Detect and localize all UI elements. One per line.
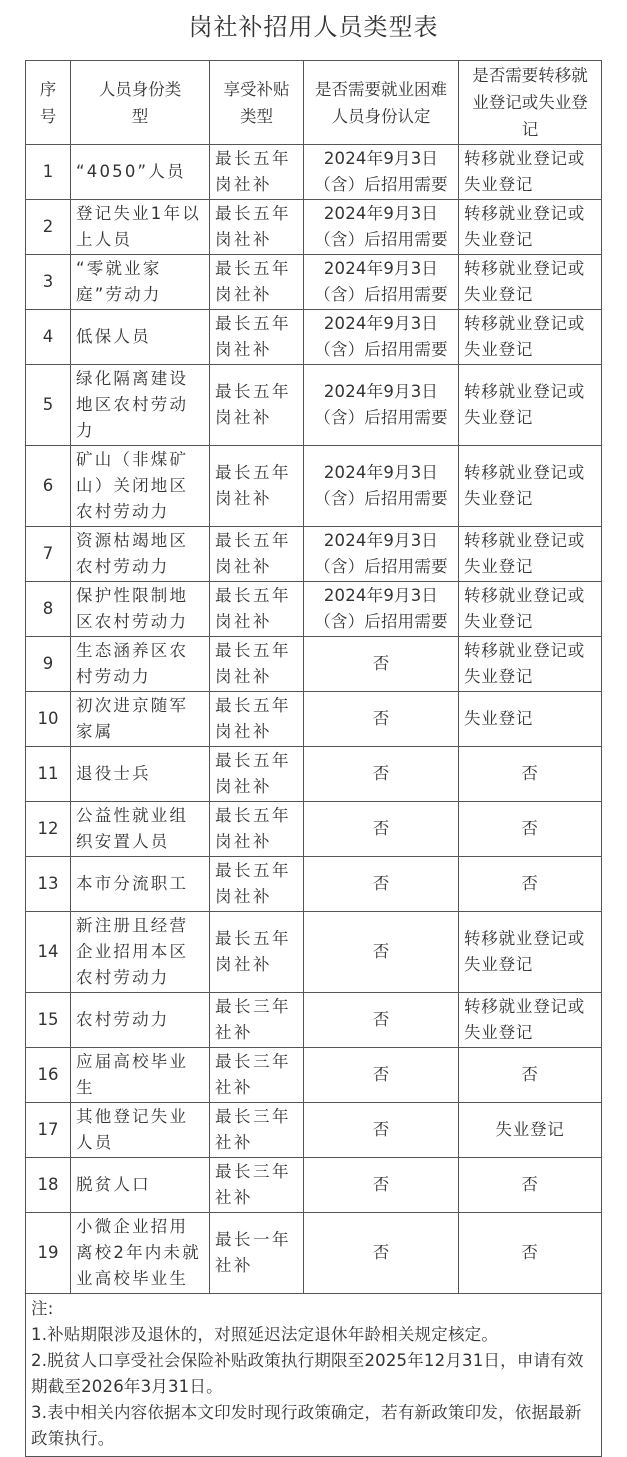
row-person-type: 其他登记失业人员: [71, 1103, 210, 1158]
header-hardship: 是否需要就业困难人员身份认定: [304, 61, 459, 145]
row-index: 19: [26, 1213, 71, 1294]
row-subsidy-type: 最长五年岗社补: [210, 637, 304, 692]
row-person-type: 应届高校毕业生: [71, 1048, 210, 1103]
row-subsidy-type: 最长五年岗社补: [210, 857, 304, 912]
row-subsidy-type: 最长五年岗社补: [210, 692, 304, 747]
row-index: 3: [26, 255, 71, 310]
table-row: [26, 446, 602, 527]
table-header-row: [26, 61, 602, 145]
row-person-type: 保护性限制地区农村劳动力: [71, 582, 210, 637]
table-row: [26, 1213, 602, 1294]
row-subsidy-type: 最长五年岗社补: [210, 446, 304, 527]
table-row: [26, 857, 602, 912]
row-person-type: “4050”人员: [71, 145, 210, 200]
row-index: 11: [26, 747, 71, 802]
note-line-1: 1.补贴期限涉及退休的，对照延迟法定退休年龄相关规定核定。: [31, 1325, 499, 1344]
row-hardship-certification: 否: [304, 993, 459, 1048]
row-registration-requirement: 否: [459, 747, 602, 802]
header-register: 是否需要转移就业登记或失业登记: [459, 61, 602, 145]
row-subsidy-type: 最长五年岗社补: [210, 200, 304, 255]
header-index: 序号: [26, 61, 71, 145]
row-person-type: 退役士兵: [71, 747, 210, 802]
row-hardship-certification: 2024年9月3日（含）后招用需要: [304, 145, 459, 200]
page-title: 岗社补招用人员类型表: [188, 13, 439, 41]
row-person-type: 脱贫人口: [71, 1158, 210, 1213]
row-person-type: 生态涵养区农村劳动力: [71, 637, 210, 692]
table-row: [26, 582, 602, 637]
table-row: [26, 310, 602, 365]
row-hardship-certification: 否: [304, 912, 459, 993]
row-hardship-certification: 否: [304, 857, 459, 912]
notes-row: [26, 1294, 602, 1457]
table-body: [26, 145, 602, 1294]
row-person-type: 登记失业1年以上人员: [71, 200, 210, 255]
row-registration-requirement: 失业登记: [459, 692, 602, 747]
row-person-type: 矿山（非煤矿山）关闭地区农村劳动力: [71, 446, 210, 527]
row-person-type: 农村劳动力: [71, 993, 210, 1048]
row-index: 5: [26, 365, 71, 446]
row-hardship-certification: 2024年9月3日（含）后招用需要: [304, 255, 459, 310]
row-registration-requirement: 否: [459, 1048, 602, 1103]
row-hardship-certification: 否: [304, 1213, 459, 1294]
table-row: [26, 1158, 602, 1213]
notes-heading: 注:: [31, 1299, 54, 1318]
row-registration-requirement: 转移就业登记或失业登记: [459, 446, 602, 527]
table-row: [26, 912, 602, 993]
row-registration-requirement: 转移就业登记或失业登记: [459, 912, 602, 993]
row-hardship-certification: 否: [304, 692, 459, 747]
row-subsidy-type: 最长五年岗社补: [210, 747, 304, 802]
table-row: [26, 1048, 602, 1103]
table-row: [26, 747, 602, 802]
row-index: 14: [26, 912, 71, 993]
note-line-3: 3.表中相关内容依据本文印发时现行政策确定，若有新政策印发，依据最新政策执行。: [31, 1403, 582, 1448]
personnel-type-table: [25, 60, 602, 1457]
row-registration-requirement: 转移就业登记或失业登记: [459, 255, 602, 310]
row-registration-requirement: 转移就业登记或失业登记: [459, 200, 602, 255]
row-index: 13: [26, 857, 71, 912]
row-registration-requirement: 否: [459, 1158, 602, 1213]
row-person-type: 新注册且经营企业招用本区农村劳动力: [71, 912, 210, 993]
row-subsidy-type: 最长五年岗社补: [210, 527, 304, 582]
row-registration-requirement: 否: [459, 857, 602, 912]
row-index: 15: [26, 993, 71, 1048]
row-registration-requirement: 转移就业登记或失业登记: [459, 993, 602, 1048]
row-index: 4: [26, 310, 71, 365]
row-person-type: 资源枯竭地区农村劳动力: [71, 527, 210, 582]
row-registration-requirement: 转移就业登记或失业登记: [459, 310, 602, 365]
row-hardship-certification: 否: [304, 1103, 459, 1158]
table-row: [26, 255, 602, 310]
row-person-type: 本市分流职工: [71, 857, 210, 912]
row-index: 12: [26, 802, 71, 857]
table-row: [26, 145, 602, 200]
row-subsidy-type: 最长三年社补: [210, 1048, 304, 1103]
row-hardship-certification: 否: [304, 1048, 459, 1103]
notes-cell: [26, 1294, 602, 1457]
row-person-type: 绿化隔离建设地区农村劳动力: [71, 365, 210, 446]
table-row: [26, 527, 602, 582]
row-person-type: 公益性就业组织安置人员: [71, 802, 210, 857]
row-subsidy-type: 最长三年社补: [210, 993, 304, 1048]
row-index: 8: [26, 582, 71, 637]
row-person-type: “零就业家庭”劳动力: [71, 255, 210, 310]
row-person-type: 小微企业招用离校2年内未就业高校毕业生: [71, 1213, 210, 1294]
row-index: 9: [26, 637, 71, 692]
row-index: 10: [26, 692, 71, 747]
row-registration-requirement: 转移就业登记或失业登记: [459, 365, 602, 446]
row-hardship-certification: 2024年9月3日（含）后招用需要: [304, 446, 459, 527]
row-hardship-certification: 2024年9月3日（含）后招用需要: [304, 200, 459, 255]
table-row: [26, 365, 602, 446]
row-registration-requirement: 转移就业登记或失业登记: [459, 582, 602, 637]
row-subsidy-type: 最长五年岗社补: [210, 912, 304, 993]
table-row: [26, 637, 602, 692]
row-hardship-certification: 2024年9月3日（含）后招用需要: [304, 310, 459, 365]
row-index: 7: [26, 527, 71, 582]
row-index: 16: [26, 1048, 71, 1103]
row-subsidy-type: 最长五年岗社补: [210, 365, 304, 446]
table-row: [26, 692, 602, 747]
row-person-type: 初次进京随军家属: [71, 692, 210, 747]
row-subsidy-type: 最长三年社补: [210, 1103, 304, 1158]
table-row: [26, 1103, 602, 1158]
row-registration-requirement: 转移就业登记或失业登记: [459, 145, 602, 200]
row-hardship-certification: 否: [304, 802, 459, 857]
header-type: 人员身份类型: [71, 61, 210, 145]
row-subsidy-type: 最长五年岗社补: [210, 310, 304, 365]
row-subsidy-type: 最长五年岗社补: [210, 802, 304, 857]
row-index: 17: [26, 1103, 71, 1158]
row-index: 18: [26, 1158, 71, 1213]
row-subsidy-type: 最长五年岗社补: [210, 582, 304, 637]
row-registration-requirement: 否: [459, 1213, 602, 1294]
row-subsidy-type: 最长一年社补: [210, 1213, 304, 1294]
row-hardship-certification: 否: [304, 1158, 459, 1213]
table-row: [26, 802, 602, 857]
row-subsidy-type: 最长三年社补: [210, 1158, 304, 1213]
row-registration-requirement: 否: [459, 802, 602, 857]
table-row: [26, 200, 602, 255]
row-subsidy-type: 最长五年岗社补: [210, 255, 304, 310]
header-subsidy: 享受补贴类型: [210, 61, 304, 145]
row-index: 6: [26, 446, 71, 527]
note-line-2: 2.脱贫人口享受社会保险补贴政策执行期限至2025年12月31日，申请有效期截至2026年3月31日。: [31, 1351, 584, 1396]
row-hardship-certification: 2024年9月3日（含）后招用需要: [304, 365, 459, 446]
row-registration-requirement: 转移就业登记或失业登记: [459, 527, 602, 582]
row-person-type: 低保人员: [71, 310, 210, 365]
row-hardship-certification: 2024年9月3日（含）后招用需要: [304, 582, 459, 637]
row-registration-requirement: 失业登记: [459, 1103, 602, 1158]
row-index: 2: [26, 200, 71, 255]
row-hardship-certification: 否: [304, 637, 459, 692]
table-row: [26, 993, 602, 1048]
row-subsidy-type: 最长五年岗社补: [210, 145, 304, 200]
row-hardship-certification: 否: [304, 747, 459, 802]
row-registration-requirement: 转移就业登记或失业登记: [459, 637, 602, 692]
row-hardship-certification: 2024年9月3日（含）后招用需要: [304, 527, 459, 582]
row-index: 1: [26, 145, 71, 200]
